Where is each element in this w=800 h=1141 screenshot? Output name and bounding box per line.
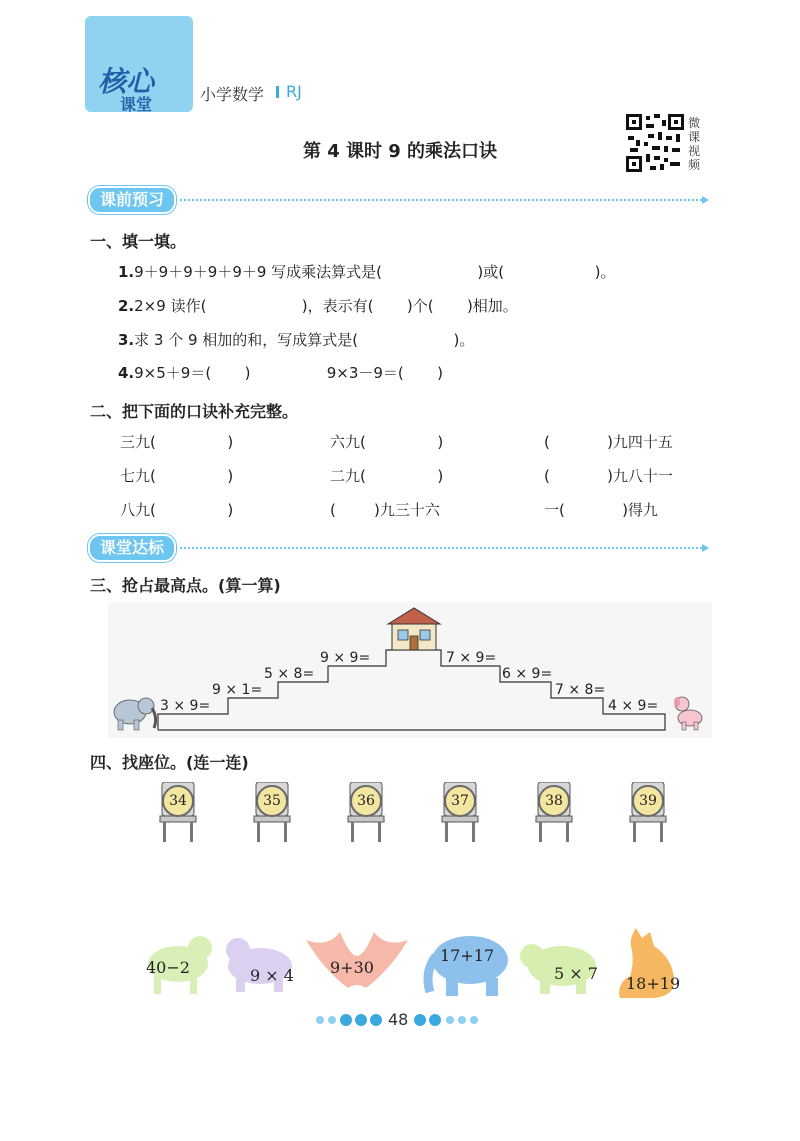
qr-code-icon[interactable]: [626, 114, 684, 172]
lesson-title: 第 4 课时 9 的乘法口诀: [302, 141, 498, 162]
logo-title: 核心: [98, 65, 155, 98]
question-text[interactable]: 求 3 个 9 相加的和，写成算式是( )。: [134, 331, 475, 349]
animal-expression[interactable]: 9 × 4: [250, 966, 294, 985]
page-number: 48: [388, 1010, 409, 1029]
page-dot: [340, 1014, 352, 1026]
rhyme-blank[interactable]: ( )九四十五: [544, 433, 673, 451]
page-dot: [370, 1014, 382, 1026]
rhyme-blank[interactable]: 六九( ): [330, 433, 444, 451]
edition-label: RJ: [286, 82, 302, 101]
question-item: 3.求 3 个 9 相加的和，写成算式是( )。: [118, 331, 475, 349]
seat-number: 38: [538, 785, 570, 817]
qr-caption: 微课视频: [688, 116, 701, 172]
seat-number: 35: [256, 785, 288, 817]
animal-expression[interactable]: 5 × 7: [554, 964, 598, 983]
section-divider: [180, 199, 702, 201]
rhyme-blank[interactable]: 八九( ): [120, 501, 234, 519]
arrow-icon: [702, 544, 709, 552]
animal-expression[interactable]: 9+30: [330, 958, 374, 977]
rhyme-blank[interactable]: ( )九三十六: [330, 501, 440, 519]
arrow-icon: [702, 196, 709, 204]
page-dot: [316, 1016, 324, 1024]
seat-number: 36: [350, 785, 382, 817]
animal-expression[interactable]: 18+19: [626, 974, 681, 993]
question-text[interactable]: 2×9 读作( )，表示有( )个( )相加。: [134, 297, 518, 315]
question-text[interactable]: 9＋9＋9＋9＋9＋9 写成乘法算式是( )或( )。: [134, 263, 616, 281]
part4-heading: 四、找座位。(连一连): [90, 753, 249, 772]
logo-subtitle: 课堂: [120, 95, 153, 114]
rhyme-blank[interactable]: 一( )得九: [544, 501, 658, 519]
section-divider: [180, 547, 702, 549]
part1-heading: 一、填一填。: [90, 232, 187, 251]
step-expression[interactable]: 3 × 9=: [160, 698, 211, 714]
animal-expression[interactable]: 40−2: [146, 958, 190, 977]
page-dot: [458, 1016, 466, 1024]
section-classroom-badge: 课堂达标: [88, 534, 176, 562]
step-expression[interactable]: 7 × 9=: [446, 650, 497, 666]
section-preview-badge: 课前预习: [88, 186, 176, 214]
page-dot: [446, 1016, 454, 1024]
page-dot: [470, 1016, 478, 1024]
page-dot: [429, 1014, 441, 1026]
part2-heading: 二、把下面的口诀补充完整。: [90, 402, 299, 421]
seat-number: 34: [162, 785, 194, 817]
rhyme-blank[interactable]: 二九( ): [330, 467, 444, 485]
page-dot: [414, 1014, 426, 1026]
question-item: 1.9＋9＋9＋9＋9＋9 写成乘法算式是( )或( )。: [118, 263, 616, 281]
step-expression[interactable]: 6 × 9=: [502, 666, 553, 682]
step-expression[interactable]: 4 × 9=: [608, 698, 659, 714]
rhyme-blank[interactable]: 三九( ): [120, 433, 234, 451]
subject-separator: [276, 86, 279, 98]
subject-label: 小学数学: [200, 85, 265, 104]
question-item: 4.9×5＋9＝( ) 9×3－9＝( ): [118, 364, 443, 382]
page-dot: [355, 1014, 367, 1026]
step-expression[interactable]: 5 × 8=: [264, 666, 315, 682]
step-expression[interactable]: 9 × 9=: [320, 650, 371, 666]
question-item: 2.2×9 读作( )，表示有( )个( )相加。: [118, 297, 518, 315]
step-expression[interactable]: 7 × 8=: [555, 682, 606, 698]
page-dot: [328, 1016, 336, 1024]
seat-number: 39: [632, 785, 664, 817]
rhyme-blank[interactable]: ( )九八十一: [544, 467, 673, 485]
rhyme-blank[interactable]: 七九( ): [120, 467, 234, 485]
part3-heading: 三、抢占最高点。(算一算): [90, 576, 281, 595]
animal-expression[interactable]: 17+17: [440, 946, 495, 965]
step-expression[interactable]: 9 × 1=: [212, 682, 263, 698]
seat-number: 37: [444, 785, 476, 817]
question-text[interactable]: 9×5＋9＝( ) 9×3－9＝( ): [134, 364, 443, 382]
staircase-diagram: [108, 602, 712, 738]
